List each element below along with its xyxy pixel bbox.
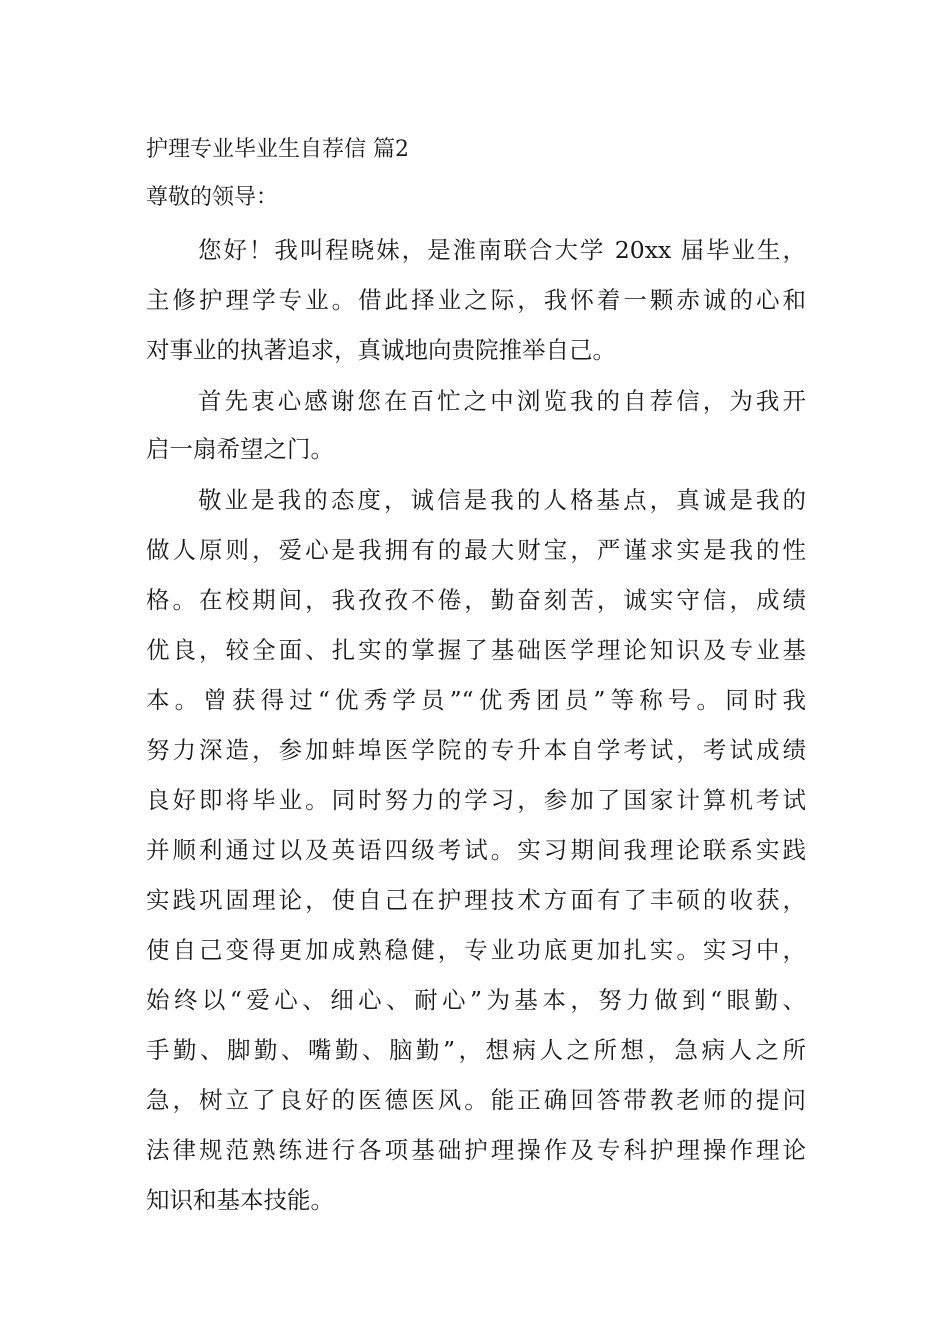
paragraph-line: 使自己变得更加成熟稳健，专业功底更加扎实。实习中， bbox=[146, 936, 806, 964]
paragraph-line: 急，树立了良好的医德医风。能正确回答带教老师的提问 bbox=[146, 1086, 806, 1114]
paragraph-line: 知识和基本技能。 bbox=[146, 1186, 334, 1214]
paragraph-line: 您好！我叫程晓妹，是淮南联合大学 20xx 届毕业生， bbox=[198, 236, 806, 264]
paragraph-line: 始终以“爱心、细心、耐心”为基本，努力做到“眼勤、 bbox=[146, 986, 806, 1014]
paragraph-line: 实践巩固理论，使自己在护理技术方面有了丰硕的收获， bbox=[146, 886, 806, 914]
paragraph-line: 首先衷心感谢您在百忙之中浏览我的自荐信，为我开 bbox=[198, 387, 806, 415]
salutation: 尊敬的领导： bbox=[146, 185, 279, 210]
paragraph-line: 敬业是我的态度，诚信是我的人格基点，真诚是我的 bbox=[198, 486, 806, 514]
paragraph-line: 手勤、脚勤、嘴勤、脑勤”，想病人之所想，急病人之所 bbox=[146, 1036, 806, 1064]
paragraph-line: 法律规范熟练进行各项基础护理操作及专科护理操作理论 bbox=[146, 1136, 806, 1164]
paragraph-line: 优良，较全面、扎实的掌握了基础医学理论知识及专业基 bbox=[146, 636, 806, 664]
paragraph-line: 并顺利通过以及英语四级考试。实习期间我理论联系实践 bbox=[146, 836, 806, 864]
document-title: 护理专业毕业生自荐信 篇2 bbox=[146, 137, 409, 162]
paragraph-line: 良好即将毕业。同时努力的学习，参加了国家计算机考试 bbox=[146, 786, 806, 814]
paragraph-line: 努力深造，参加蚌埠医学院的专升本自学考试，考试成绩 bbox=[146, 736, 806, 764]
paragraph-line: 做人原则，爱心是我拥有的最大财宝，严谨求实是我的性 bbox=[146, 536, 806, 564]
paragraph-line: 启一扇希望之门。 bbox=[146, 435, 334, 463]
paragraph-line: 格。在校期间，我孜孜不倦，勤奋刻苦，诚实守信，成绩 bbox=[146, 586, 806, 614]
paragraph-line: 对事业的执著追求，真诚地向贵院推举自己。 bbox=[146, 336, 616, 364]
paragraph-line: 主修护理学专业。借此择业之际，我怀着一颗赤诚的心和 bbox=[146, 286, 806, 314]
paragraph-line: 本。曾获得过“优秀学员”“优秀团员”等称号。同时我 bbox=[146, 686, 806, 714]
